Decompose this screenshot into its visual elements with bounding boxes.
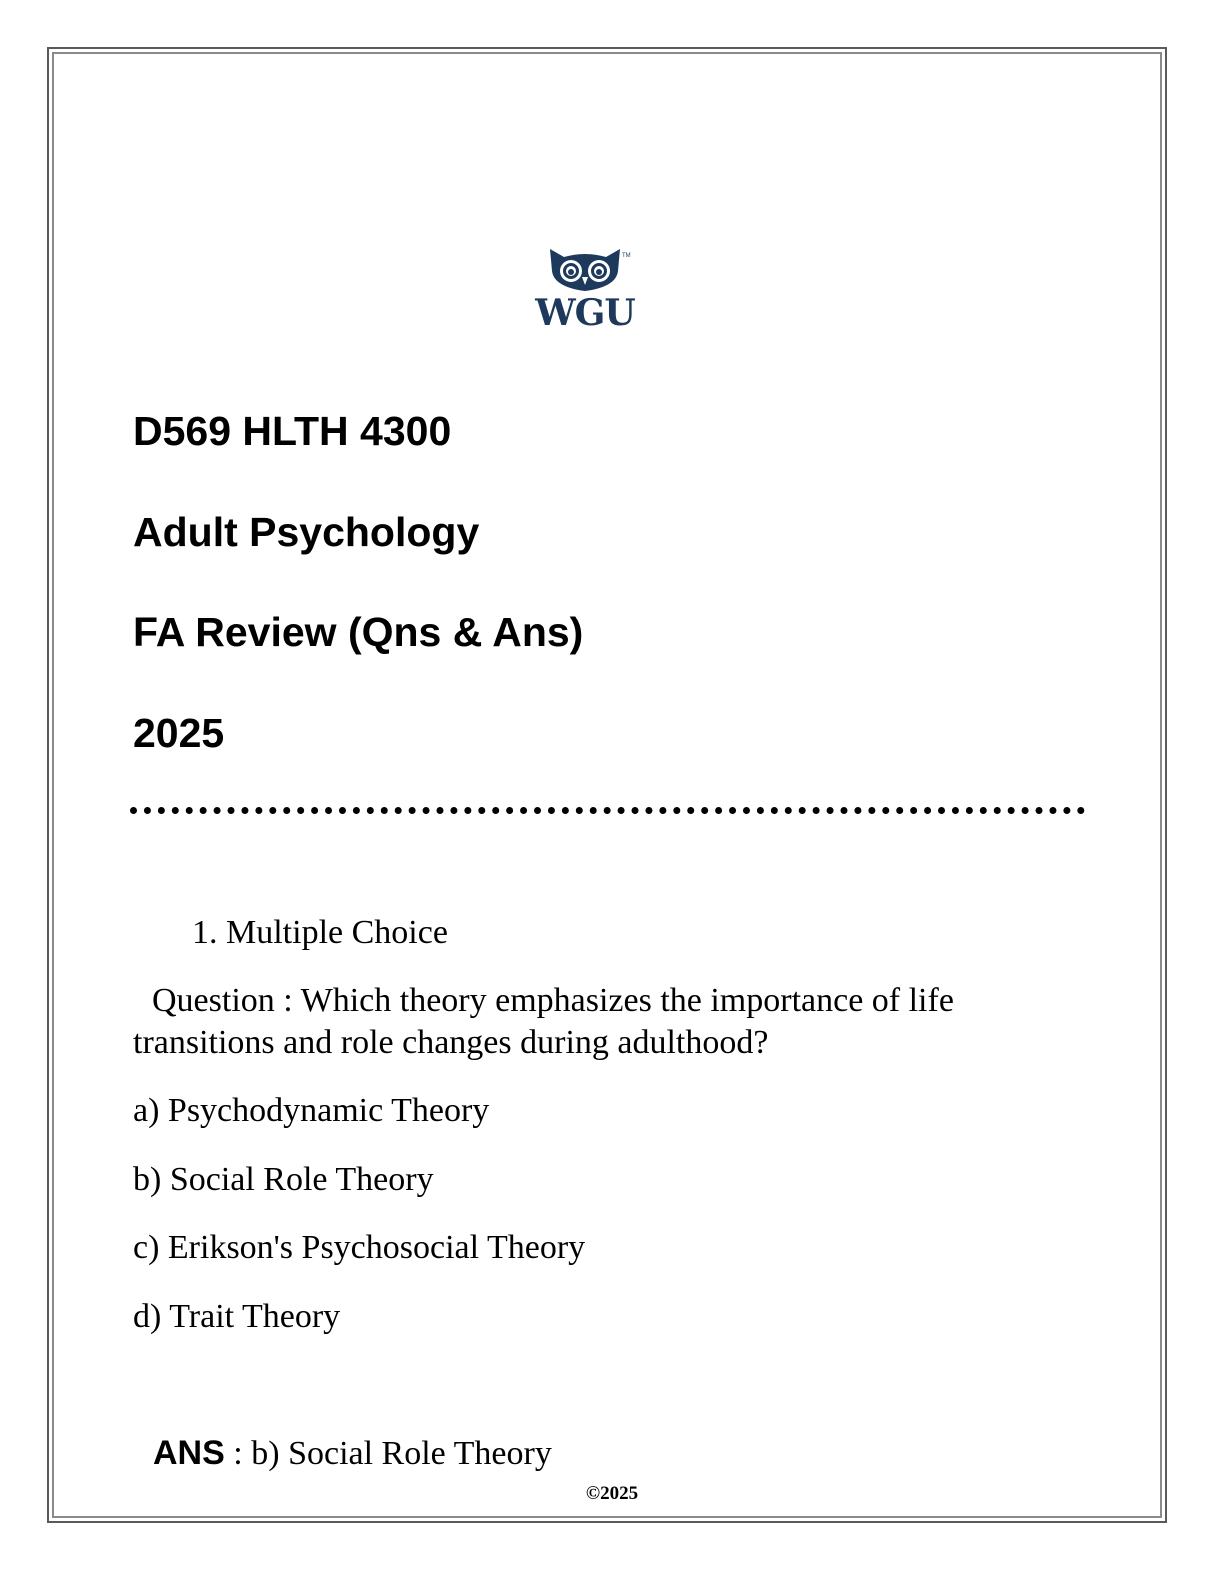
review-year: 2025 (133, 710, 225, 756)
option-c: c) Erikson's Psychosocial Theory (133, 1229, 586, 1266)
course-subject: Adult Psychology (133, 509, 480, 555)
option-b: b) Social Role Theory (133, 1161, 434, 1198)
wgu-logo (534, 247, 636, 335)
question-type: 1. Multiple Choice (192, 914, 448, 951)
logo-wordmark: WGU (535, 292, 635, 334)
owl-icon (534, 247, 636, 293)
answer-label: ANS (153, 1434, 225, 1472)
question-label: Question (152, 982, 275, 1019)
copyright-footer: ©2025 (585, 1483, 639, 1504)
option-d: d) Trait Theory (133, 1298, 341, 1335)
review-title: FA Review (Qns & Ans) (133, 609, 584, 655)
answer-text: : b) Social Role Theory (224, 1435, 552, 1472)
course-code: D569 HLTH 4300 (133, 408, 452, 454)
question-line-1 (152, 980, 954, 1021)
question-text-1: : Which theory emphasizes the importance of life (274, 982, 954, 1019)
option-a: a) Psychodynamic Theory (133, 1092, 490, 1129)
question-text-2: transitions and role changes during adulthood? (133, 1024, 769, 1061)
section-divider (130, 807, 1085, 814)
svg-text:TM: TM (622, 253, 631, 259)
answer-line (153, 1433, 552, 1474)
